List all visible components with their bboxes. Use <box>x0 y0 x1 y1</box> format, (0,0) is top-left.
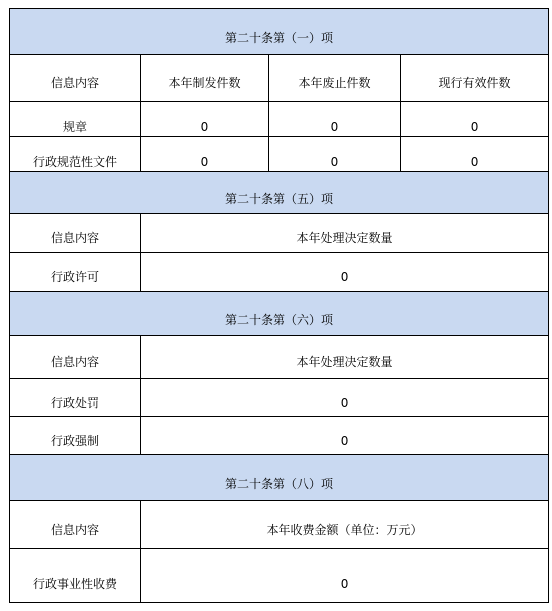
section-header-8 <box>10 455 549 501</box>
section-title: 第二十条第（五）项 <box>10 172 549 214</box>
table-row <box>10 102 549 137</box>
section-title: 第二十条第（六）项 <box>10 292 549 336</box>
row-label: 行政规范性文件 <box>10 137 141 172</box>
table-row <box>10 253 549 292</box>
cell-value: 0 <box>141 102 269 137</box>
column-header-decisions: 本年处理决定数量 <box>141 336 549 379</box>
column-header-repealed: 本年废止件数 <box>269 55 401 102</box>
section-title: 第二十条第（八）项 <box>10 455 549 501</box>
column-header-valid: 现行有效件数 <box>401 55 549 102</box>
section-title: 第二十条第（一）项 <box>10 9 549 55</box>
cell-value: 0 <box>269 137 401 172</box>
cell-value: 0 <box>141 549 549 603</box>
cell-value: 0 <box>401 137 549 172</box>
disclosure-table <box>9 8 549 603</box>
cell-value: 0 <box>269 102 401 137</box>
cell-value: 0 <box>141 137 269 172</box>
row-label: 行政事业性收费 <box>10 549 141 603</box>
column-header-info: 信息内容 <box>10 336 141 379</box>
column-header-row <box>10 55 549 102</box>
cell-value: 0 <box>141 253 549 292</box>
table-row <box>10 549 549 603</box>
row-label: 行政许可 <box>10 253 141 292</box>
column-header-row <box>10 501 549 549</box>
row-label: 行政处罚 <box>10 379 141 417</box>
column-header-info: 信息内容 <box>10 501 141 549</box>
table-row <box>10 417 549 455</box>
section-header-1 <box>10 9 549 55</box>
table-row <box>10 379 549 417</box>
column-header-row <box>10 336 549 379</box>
column-header-info: 信息内容 <box>10 214 141 253</box>
cell-value: 0 <box>141 417 549 455</box>
section-header-5 <box>10 172 549 214</box>
section-header-6 <box>10 292 549 336</box>
table-row <box>10 137 549 172</box>
row-label: 规章 <box>10 102 141 137</box>
column-header-row <box>10 214 549 253</box>
column-header-issued: 本年制发件数 <box>141 55 269 102</box>
column-header-fees: 本年收费金额（单位：万元） <box>141 501 549 549</box>
column-header-decisions: 本年处理决定数量 <box>141 214 549 253</box>
cell-value: 0 <box>401 102 549 137</box>
column-header-info: 信息内容 <box>10 55 141 102</box>
cell-value: 0 <box>141 379 549 417</box>
row-label: 行政强制 <box>10 417 141 455</box>
